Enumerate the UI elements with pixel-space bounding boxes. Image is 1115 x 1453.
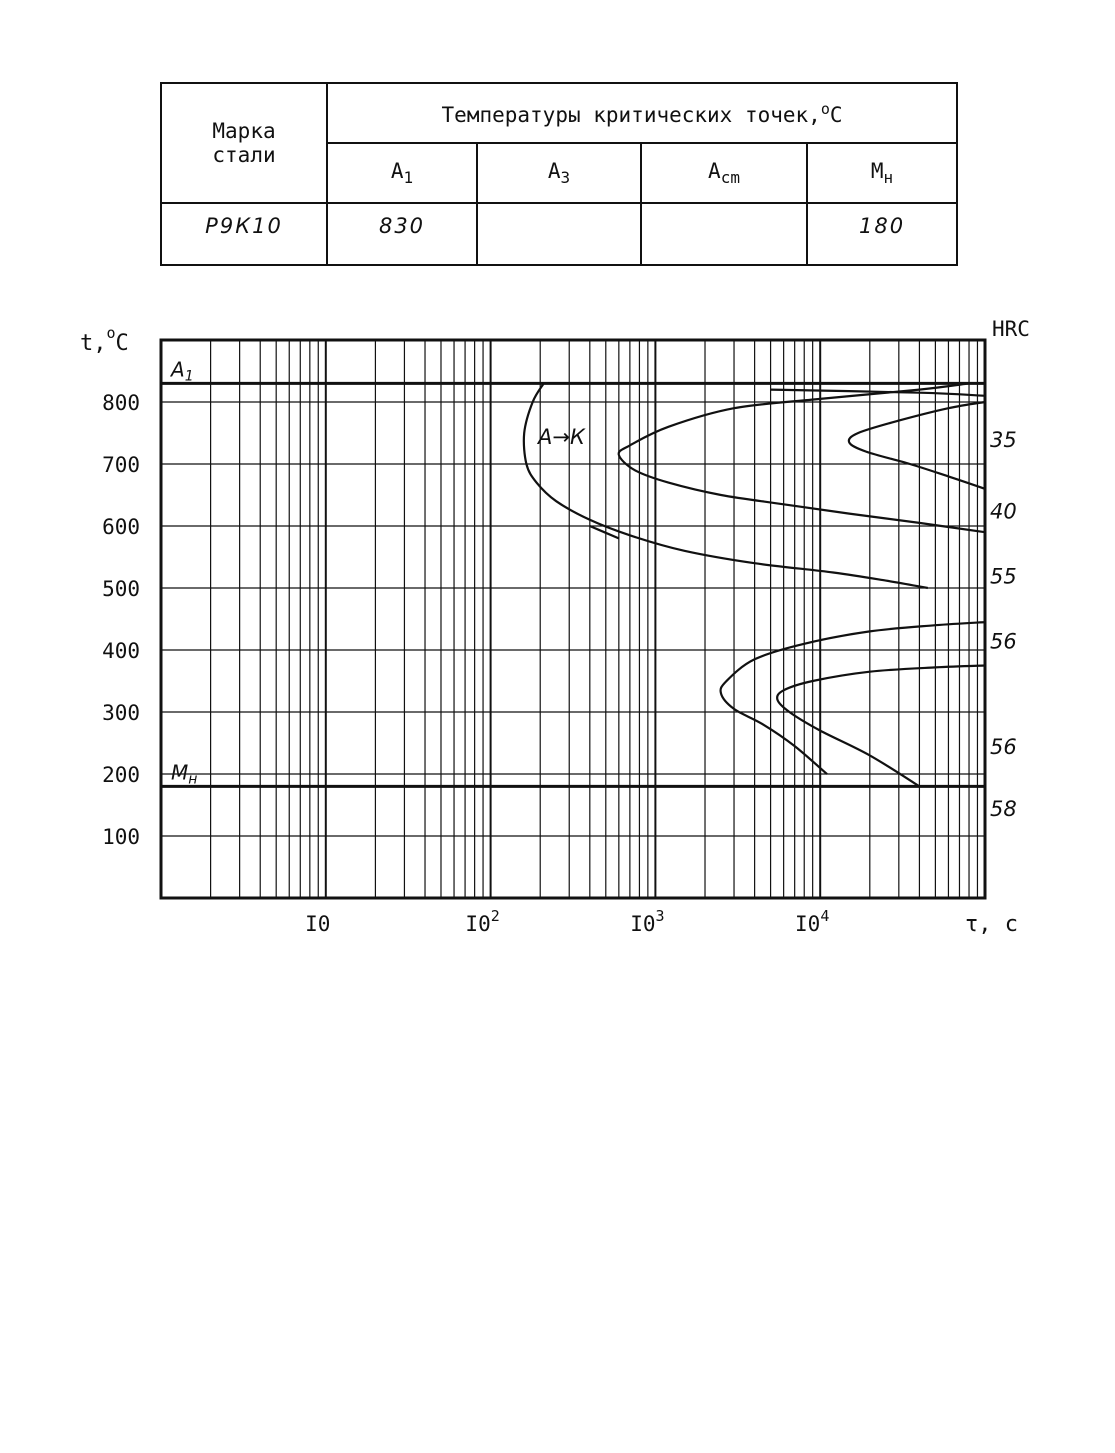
x-axis-label: τ, с bbox=[965, 912, 1018, 937]
degree-sign: о bbox=[820, 99, 830, 118]
cell-steel-grade: Р9К10 bbox=[161, 203, 327, 265]
y-axis-degree: о bbox=[106, 324, 116, 342]
axis-labels bbox=[80, 317, 1030, 937]
y-axis-label: t,$^о$С bbox=[80, 324, 129, 356]
reference-label-sub: н bbox=[188, 771, 198, 788]
y-tick-label: 100 bbox=[102, 825, 140, 849]
chart-grid bbox=[161, 340, 985, 898]
col-header-a3: $А_3$ bbox=[477, 143, 641, 203]
y-tick-label: 200 bbox=[102, 763, 140, 787]
curve-series-3 bbox=[590, 526, 619, 538]
y-tick-label: 500 bbox=[102, 577, 140, 601]
steel-grade-header-text: Марка стали bbox=[212, 119, 276, 167]
reference-label-a1: $А_1$ bbox=[171, 357, 194, 385]
curve-series-7 bbox=[777, 666, 985, 787]
y-tick-label: 300 bbox=[102, 701, 140, 725]
hardness-label: 55 bbox=[990, 564, 1017, 589]
col-header-mn: $М_н$ bbox=[807, 143, 957, 203]
cell-a1: 830 bbox=[327, 203, 477, 265]
x-tick-label: $I0^3$ bbox=[630, 907, 665, 936]
celsius-unit: С bbox=[829, 102, 843, 127]
right-axis-label-hrc: HRC bbox=[992, 317, 1030, 341]
cell-mn: 180 bbox=[807, 203, 957, 265]
y-tick-label: 800 bbox=[102, 391, 140, 415]
hardness-label: 56 bbox=[990, 735, 1017, 760]
plot-frame bbox=[161, 340, 985, 898]
col-header-a1: $А_1$ bbox=[327, 143, 477, 203]
hardness-label: 40 bbox=[990, 499, 1017, 524]
x-tick-label: $I0^4$ bbox=[795, 907, 830, 936]
curve-series-1 bbox=[524, 383, 928, 588]
hardness-label: 58 bbox=[990, 797, 1017, 822]
reference-label-mn: $М_н$ bbox=[171, 760, 198, 788]
y-tick-label: 400 bbox=[102, 639, 140, 663]
x-tick-label: $I0^2$ bbox=[465, 907, 500, 936]
x-tick-exponent: 4 bbox=[820, 907, 830, 925]
x-tick-exponent: 3 bbox=[655, 907, 665, 925]
curve-series-4 bbox=[771, 390, 985, 396]
x-tick-exponent: 2 bbox=[490, 907, 500, 925]
y-tick-label: 700 bbox=[102, 453, 140, 477]
critical-temps-header-text: Температуры критических точек, bbox=[441, 102, 821, 127]
transformation-annotation: А→К bbox=[538, 425, 585, 449]
curve-series-6 bbox=[721, 622, 985, 774]
hardness-label: 35 bbox=[990, 428, 1017, 453]
hardness-label: 56 bbox=[990, 629, 1017, 654]
y-tick-label: 600 bbox=[102, 515, 140, 539]
y-axis-unit: С bbox=[115, 331, 129, 356]
col-header-acm: $А_{cm}$ bbox=[641, 143, 807, 203]
reference-label-sub: 1 bbox=[184, 368, 194, 385]
x-tick-label: I0 bbox=[305, 912, 331, 936]
curve-series-2 bbox=[619, 383, 985, 532]
